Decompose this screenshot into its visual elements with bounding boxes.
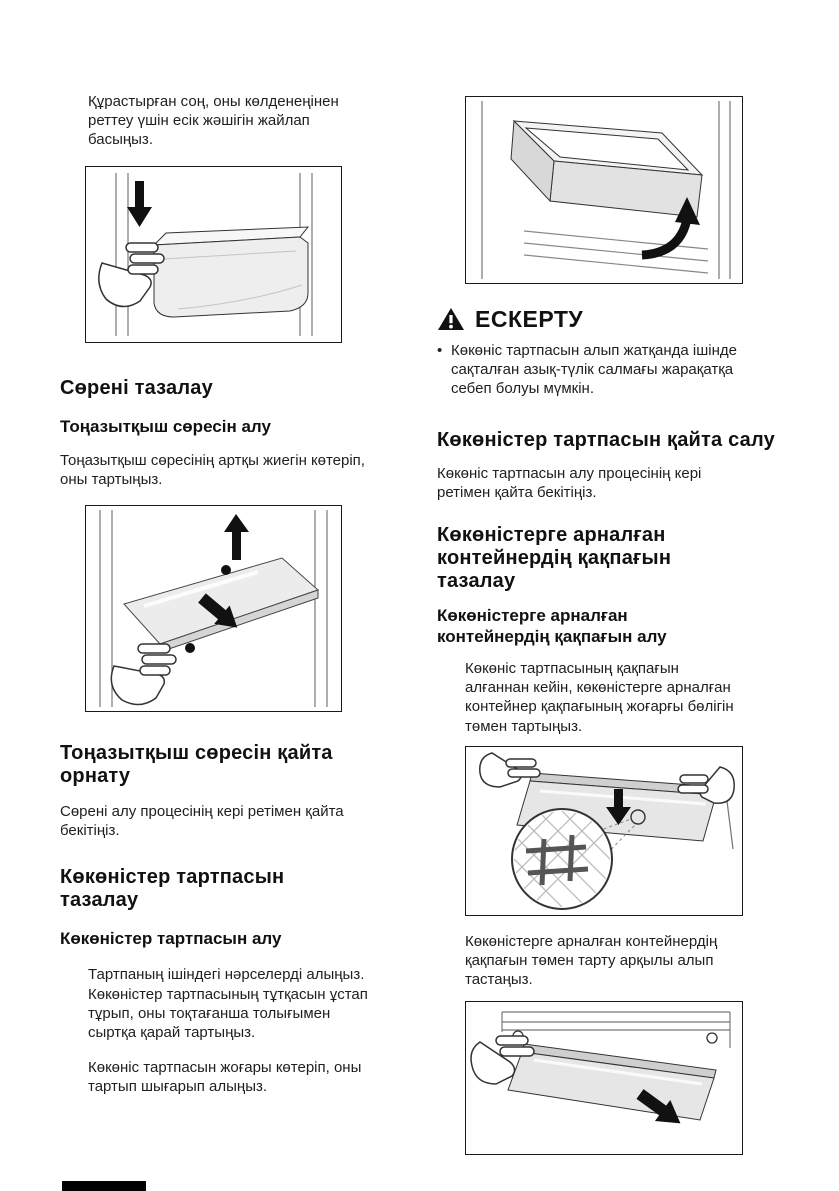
- grip-dot: [185, 643, 195, 653]
- warning-text-content: Көкөніс тартпасын алып жатқанда ішінде сақталған азық-түлік салмағы жарақатқа себеп болуы мүмкін.: [451, 342, 738, 398]
- shelf-removal-illustration: [85, 505, 342, 712]
- section-title-cover-cleaning: Көкөністерге арналған контейнердің қақпағын тазалау: [437, 524, 672, 593]
- drawer-removal-text-2: Көкөніс тартпасын жоғары көтеріп, оны тартып шығарып алыңыз.: [88, 1059, 362, 1096]
- cover-pulldown-illustration: [465, 1001, 743, 1155]
- warning-title: ЕСКЕРТУ: [475, 306, 584, 332]
- cover-removal-drawing: [466, 747, 742, 915]
- shelf-removal-text: Тоңазытқыш сөресінің артқы жиегін көтеріп, оны тартыңыз.: [60, 451, 365, 488]
- drawer-removal-text-1: Тартпаның ішіндегі нәрселерді алыңыз. Көкөністер тартпасының тұтқасын ұстап тұрып, оны тоқтағанша толығымен сыртқа қарай тартыңыз.: [88, 966, 368, 1042]
- hand-icon: [111, 644, 176, 705]
- section-title-drawer-reinstall: Көкөністер тартпасын қайта салу: [437, 428, 775, 451]
- cover-pulldown-drawing: [466, 1002, 742, 1154]
- door-bin-press-drawing: [86, 167, 341, 342]
- shelf-removal-drawing: [86, 506, 341, 711]
- drawer-removal-drawing: [466, 97, 742, 283]
- section-title-drawer-cleaning: Көкөністер тартпасын тазалау: [60, 866, 285, 912]
- left-column: [60, 92, 405, 1097]
- drawer-removal-illustration: [465, 96, 743, 284]
- section-title-shelf-cleaning: Сөрені тазалау: [60, 376, 213, 399]
- cover-removal-text: Көкөніс тартпасының қақпағын алғаннан кейін, көкөністерге арналған контейнер қақпағының жоғарғы бөлігін төмен тартыңыз.: [465, 660, 734, 735]
- right-column: [437, 96, 799, 1155]
- subsection-shelf-removal: Тоңазытқыш сөресін алу: [60, 416, 271, 436]
- bullet-marker: •: [437, 342, 443, 359]
- section-title-shelf-reinstall: Тоңазытқыш сөресін қайта орнату: [60, 742, 333, 788]
- warning-header: [437, 306, 799, 333]
- warning-icon: [437, 307, 465, 332]
- drawer-reinstall-text: Көкөніс тартпасын алу процесінің кері ретімен қайта бекітіңіз.: [437, 464, 702, 501]
- down-arrow-icon: [127, 181, 152, 227]
- cover-discard-text: Көкөністерге арналған контейнердің қақпағын төмен тарту арқылы алып тастаңыз.: [465, 932, 718, 989]
- door-bin-press-illustration: [85, 166, 342, 343]
- intro-paragraph: Құрастырған соң, оны көлденеңінен реттеу үшін есік жәшігін жайлап басыңыз.: [88, 93, 339, 149]
- shelf-reinstall-text: Сөрені алу процесінің кері ретімен қайта бекітіңіз.: [60, 803, 344, 840]
- cover-removal-illustration: [465, 746, 743, 916]
- up-arrow-icon: [224, 514, 249, 560]
- grip-dot: [221, 565, 231, 575]
- subsection-drawer-removal: Көкөністер тартпасын алу: [60, 929, 282, 949]
- subsection-cover-removal: Көкөністерге арналған контейнердің қақпағын алу: [437, 606, 667, 647]
- page-footer-mark: [62, 1181, 146, 1191]
- warning-text: [437, 341, 737, 399]
